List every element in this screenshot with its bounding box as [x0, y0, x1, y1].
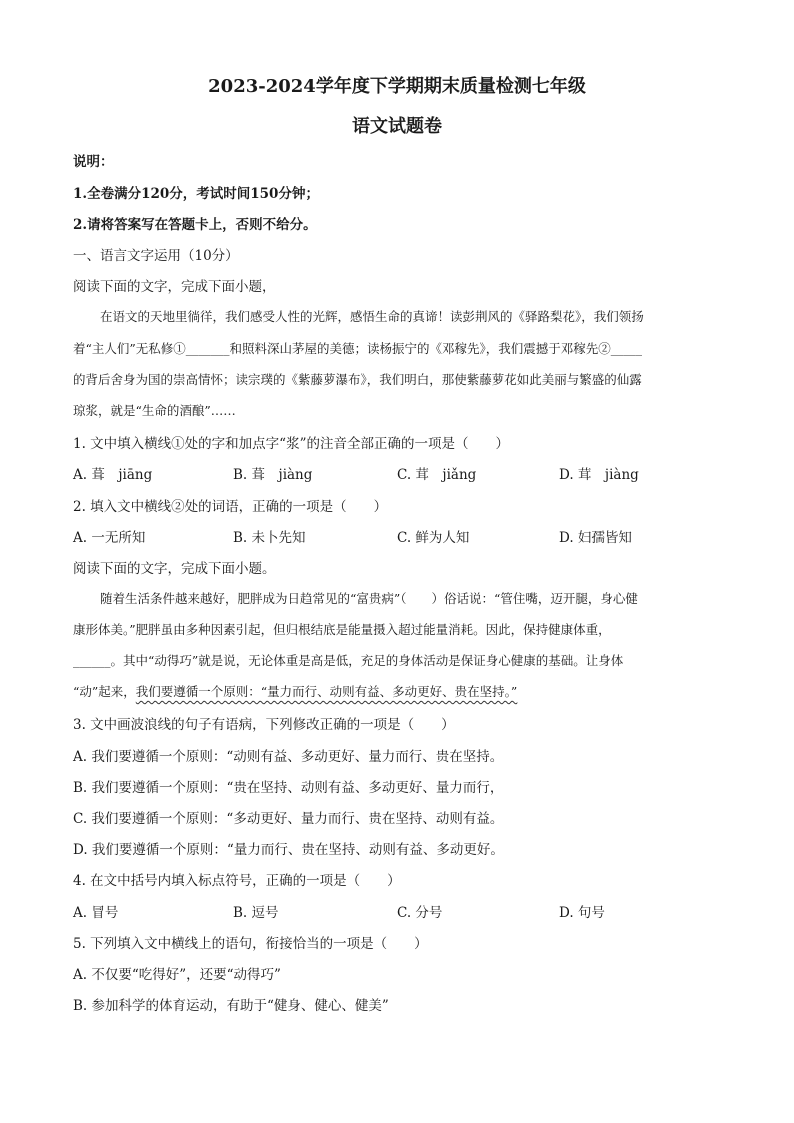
- question-4-stem: 4. 在文中括号内填入标点符号，正确的一项是（ ）: [73, 873, 401, 889]
- section-heading: 一、语言文字运用（10分）: [73, 248, 239, 264]
- reading-intro-1: 阅读下面的文字，完成下面小题，: [73, 279, 276, 295]
- q5-option-a[interactable]: A. 不仅要“吃得好”，还要“动得巧”: [73, 967, 281, 983]
- q2-option-a[interactable]: A. 一无所知: [73, 530, 146, 546]
- q1-option-b[interactable]: B. 葺 jiàng: [233, 467, 313, 483]
- wavy-underlined-sentence: 我们要遵循一个原则：“量力而行、动则有益、多动更好、贵在坚持。”: [135, 684, 518, 699]
- q3-option-d[interactable]: D. 我们要遵循一个原则：“量力而行、贵在坚持、动则有益、多动更好。: [73, 842, 504, 858]
- passage-2-line-3: ______。其中“动得巧”就是说，无论体重是高是低，充足的身体活动是保证身心健康的基础。让身体: [73, 653, 624, 668]
- question-4-options: [73, 901, 723, 921]
- q4-option-c[interactable]: C. 分号: [397, 905, 443, 921]
- passage-2-line-1: 随着生活条件越来越好，肥胖成为日趋常见的“富贵病”（ ）俗话说：“管住嘴，迈开腿，身心健: [100, 591, 638, 606]
- q1-option-a[interactable]: A. 葺 jiāng: [73, 467, 153, 483]
- q1-option-d[interactable]: D. 茸 jiàng: [559, 467, 639, 483]
- q5-option-b[interactable]: B. 参加科学的体育运动，有助于“健身、健心、健美”: [73, 998, 389, 1014]
- q4-option-b[interactable]: B. 逗号: [233, 905, 279, 921]
- passage-2-line-2: 康形体美。”肥胖虽由多种因素引起，但归根结底是能量摄入超过能量消耗。因此，保持健康体重，: [73, 622, 611, 637]
- passage-1-line-2: 着“主人们”无私修①_______和照料深山茅屋的美德；读杨振宁的《邓稼先》，我们震撼于邓稼先②_____: [73, 341, 643, 356]
- q4-option-a[interactable]: A. 冒号: [73, 905, 119, 921]
- exam-title: 2023-2024学年度下学期期末质量检测七年级: [208, 76, 586, 97]
- q2-option-b[interactable]: B. 未卜先知: [233, 530, 306, 546]
- question-5-stem: 5. 下列填入文中横线上的语句，衔接恰当的一项是（ ）: [73, 936, 428, 952]
- instruction-item-1: 1.全卷满分120分，考试时间150分钟；: [73, 186, 319, 202]
- passage-1-line-4: 琼浆，就是“生命的酒酿”……: [73, 403, 236, 418]
- question-2-options: [73, 526, 723, 546]
- q2-option-c[interactable]: C. 鲜为人知: [397, 530, 470, 546]
- q3-option-c[interactable]: C. 我们要遵循一个原则：“多动更好、量力而行、贵在坚持、动则有益。: [73, 811, 504, 827]
- q1-option-c[interactable]: C. 茸 jiǎng: [397, 467, 477, 483]
- question-3-stem: 3. 文中画波浪线的句子有语病，下列修改正确的一项是（ ）: [73, 717, 455, 733]
- instruction-item-2: 2.请将答案写在答题卡上，否则不给分。: [73, 217, 317, 233]
- reading-intro-2: 阅读下面的文字，完成下面小题。: [73, 561, 276, 577]
- question-2-stem: 2. 填入文中横线②处的词语，正确的一项是（ ）: [73, 499, 388, 515]
- passage-2-line-4: [73, 682, 721, 700]
- q2-option-d[interactable]: D. 妇孺皆知: [559, 530, 632, 546]
- passage-1-line-3: 的背后舍身为国的崇高情怀；读宗璞的《紫藤萝瀑布》，我们明白，那使紫藤萝花如此美丽与繁盛的仙露: [73, 372, 642, 387]
- question-1-stem: 1. 文中填入横线①处的字和加点字“浆”的注音全部正确的一项是（ ）: [73, 436, 509, 452]
- question-1-options: [73, 463, 723, 483]
- q3-option-b[interactable]: B. 我们要遵循一个原则：“贵在坚持、动则有益、多动更好、量力而行，: [73, 780, 504, 796]
- passage-2-line-4-plain: “动”起来，: [73, 684, 136, 699]
- q3-option-a[interactable]: A. 我们要遵循一个原则：“动则有益、多动更好、量力而行、贵在坚持。: [73, 749, 504, 765]
- q4-option-d[interactable]: D. 句号: [559, 905, 605, 921]
- exam-subtitle: 语文试题卷: [352, 116, 442, 137]
- passage-1-line-1: 在语文的天地里徜徉，我们感受人性的光辉，感悟生命的真谛！读彭荆风的《驿路梨花》，我们领扬: [100, 309, 644, 324]
- instructions-label: 说明：: [73, 154, 114, 170]
